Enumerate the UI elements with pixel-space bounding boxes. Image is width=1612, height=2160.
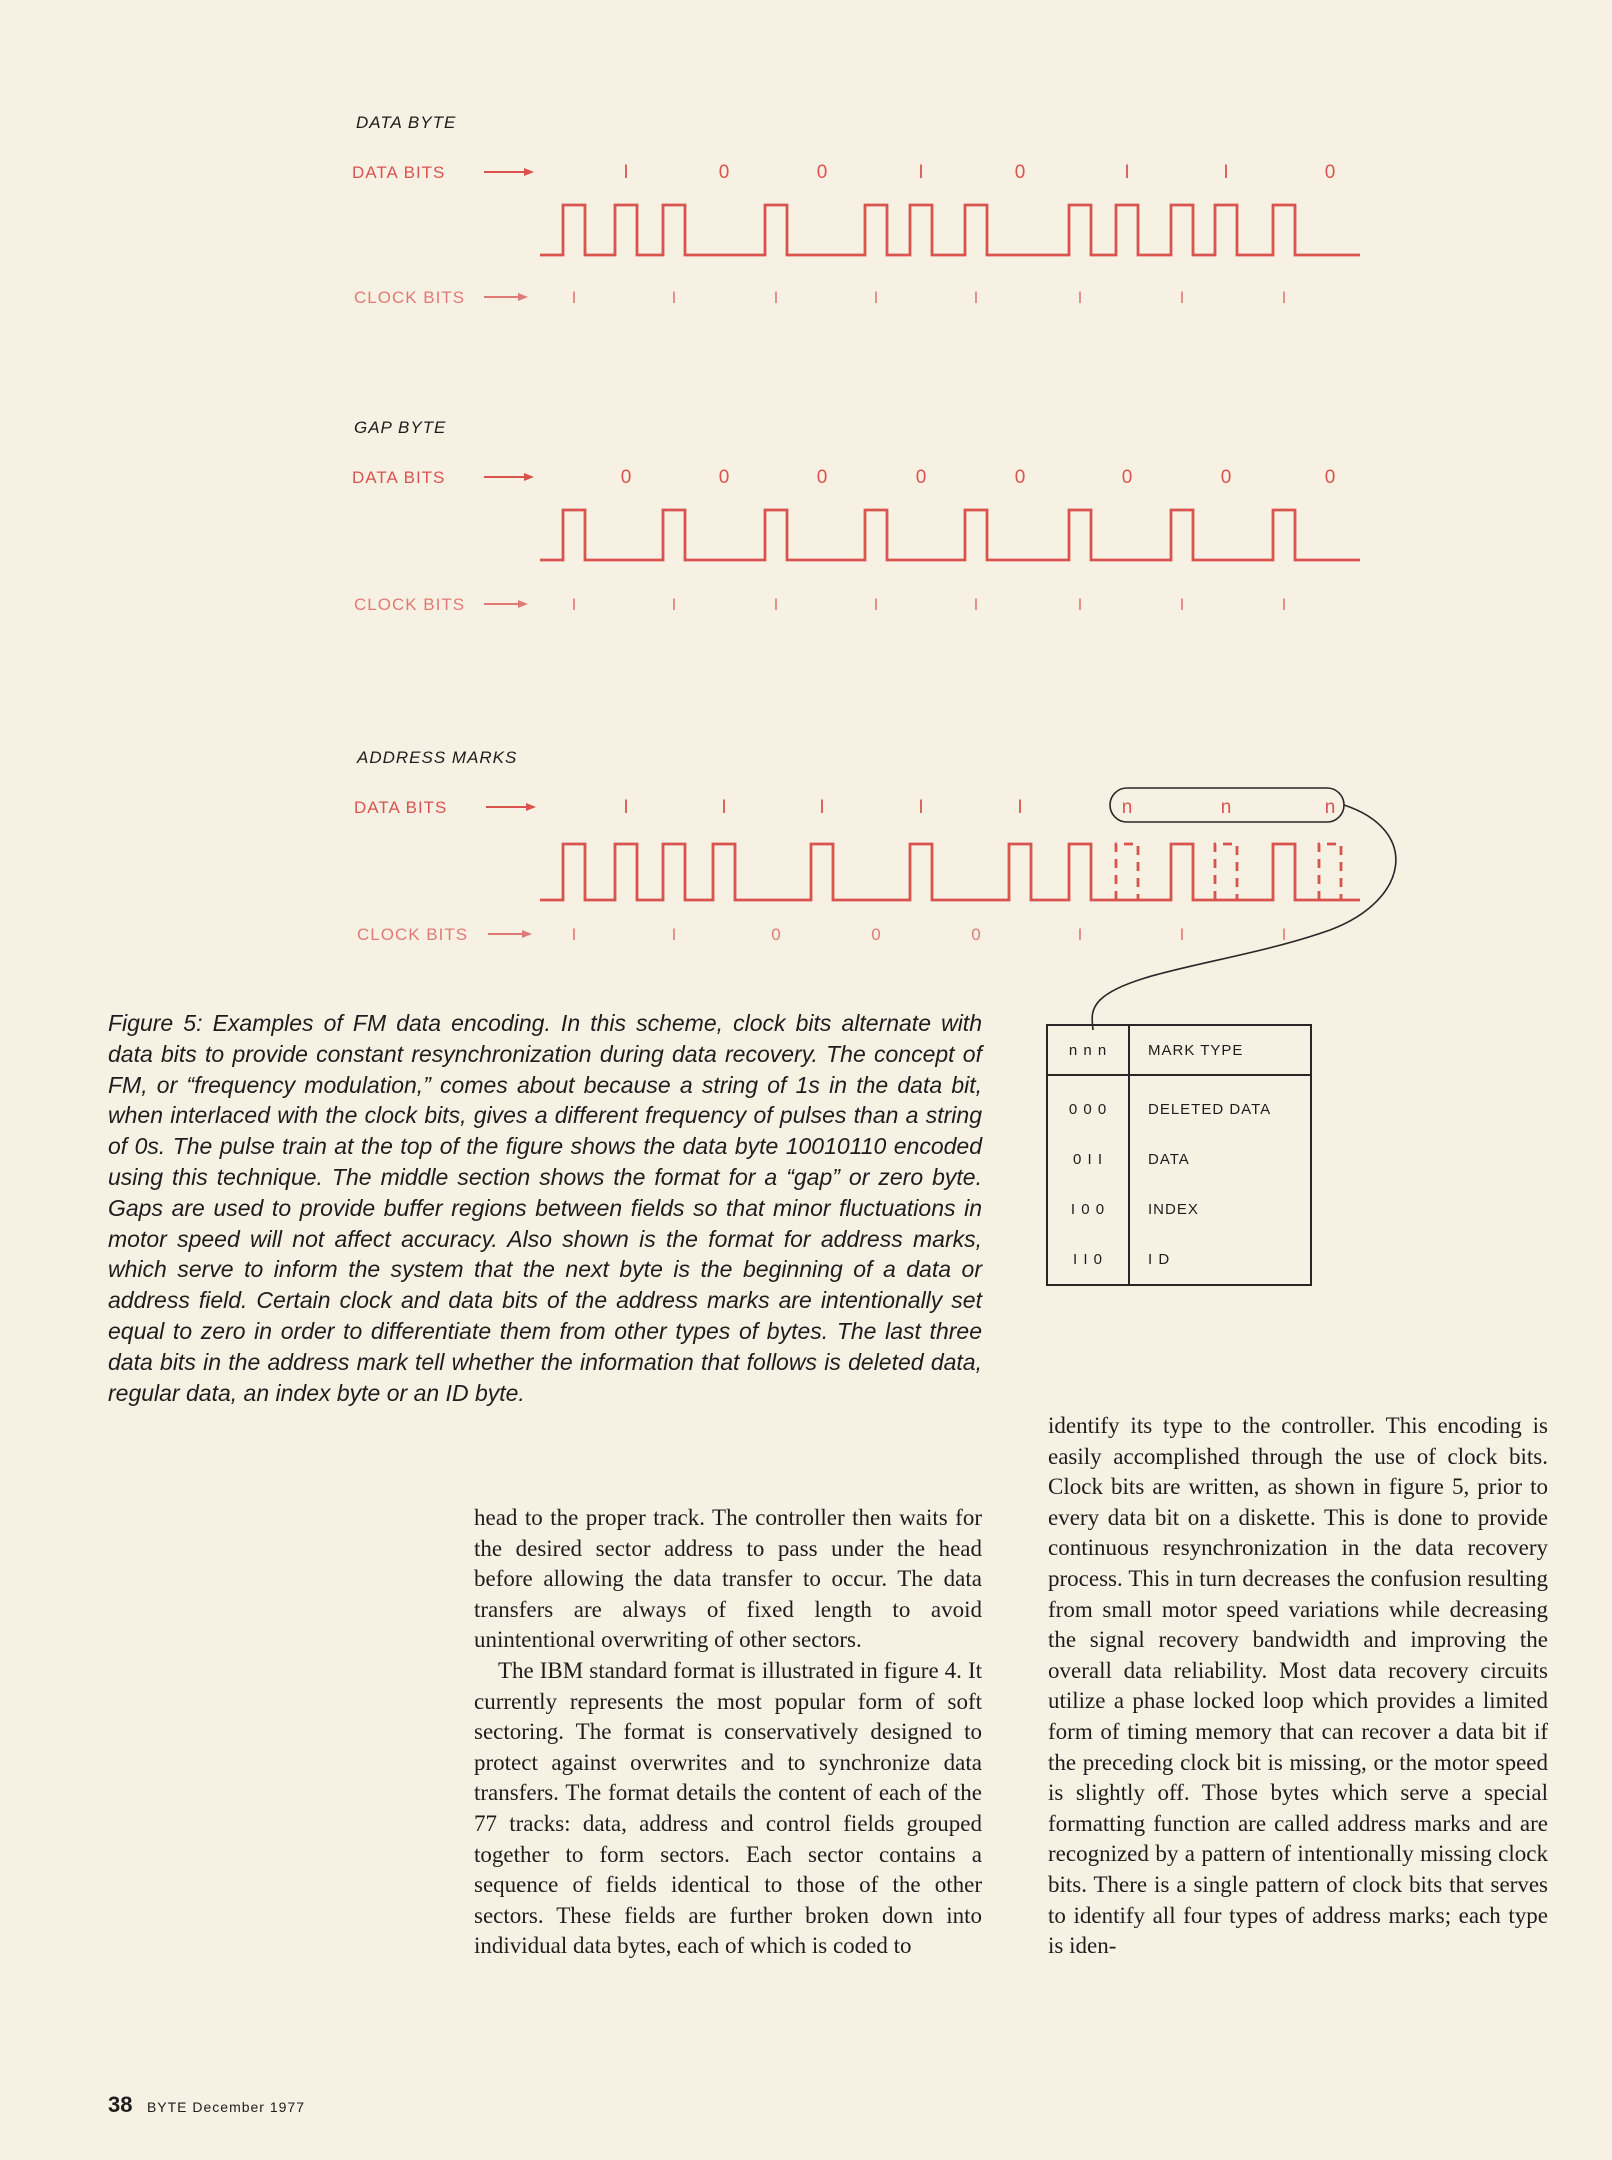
data-bit-value: 0 [718,162,730,183]
clock-bit-value: I [773,595,779,614]
figure-caption: Figure 5: Examples of FM data encoding. In this scheme, clock bits alternate with data bits to provide constant resynchronization during data recovery. The concept of FM, or “frequency modulation,” comes about because a string of 1s in the data bit, when interlaced with the clock bits, gives a different frequency of pulses than a string of 0s. The pulse train at the top of the figure shows the data byte 10010110 encoded using this technique. The middle section shows the format for a “gap” or zero byte. Gaps are used to provide buffer regions between fields so that minor fluctuations in motor speed will not affect accuracy. Also shown is the format for address marks, which serve to inform the system that the next byte is the beginning of a data or address field. Certain clock and data bits of the address marks are intentionally set equal to zero in order to differentiate them from other types of bytes. The last three data bits in the address mark tell whether the information that follows is deleted data, regular data, an index byte or an ID byte. [108,1010,982,1406]
arrow-head [518,293,528,301]
address-mark-type-table [1046,1024,1312,1286]
body-paragraph: head to the proper track. The controller then waits for the desired sector address to pass under the head before allowing the data transfer to occur. The data transfers are always of fixed length to avoid unintentional overwriting of other sectors. [474,1505,982,1653]
data-bit-value: I [623,797,629,818]
arrow-head [524,473,534,481]
data-bit-values [623,797,1335,818]
clock-bit-value: I [571,288,577,307]
table-cell-type: DELETED DATA [1148,1100,1272,1118]
clock-bit-value: I [1179,288,1185,307]
body-paragraph: identify its type to the controller. This encoding is easily accomplished through the use of clock bits. Clock bits are written, as shown in figure 5, prior to every data bit on a diskette. This is done to provide continuous resynchronization in the data recovery process. This in turn decreases the confusion resulting from small motor speed variations while decreasing the signal recovery bandwidth and improving the overall data reliability. Most data recovery circuits utilize a phase locked loop which provides a limited form of timing memory that can recover a data bit if the preceding clock bit is missing, or the motor speed is slightly off. Those bytes which serve a special formatting function are called address marks and are recognized by a pattern of intentionally missing clock bits. There is a single pattern of clock bits that serves to identify all four types of address marks; each type is iden- [1048,1413,1548,1959]
fm-pulse-train [540,510,1360,560]
table-cell-bits: 0 I I [1047,1134,1129,1184]
data-bit-value: I [1124,162,1130,183]
table-cell-bits: I 0 0 [1047,1184,1129,1234]
data-bit-value: n [1121,797,1133,818]
data-bits-label: DATA BITS [354,798,448,817]
clock-bit-value: I [1281,288,1287,307]
data-byte-section [352,113,1360,307]
data-bit-value: I [918,162,924,183]
clock-bit-values [572,288,1287,307]
clock-bit-value: I [873,595,879,614]
arrow-head [522,930,532,938]
clock-bit-value: I [973,595,979,614]
page-number: 38 [108,2092,133,2117]
connector-curve [1092,805,1396,1030]
clock-bit-value: I [1281,925,1287,944]
data-bit-value: I [623,162,629,183]
data-bit-value: 0 [816,162,828,183]
table-cell-type: INDEX [1148,1200,1199,1218]
clock-bit-value: I [671,595,677,614]
clock-bit-value: I [1077,925,1083,944]
table-row [1047,1134,1311,1184]
clock-bit-value: I [671,288,677,307]
data-bit-value: 0 [1324,467,1336,488]
clock-bit-value: 0 [771,925,781,944]
data-bit-value: 0 [915,467,927,488]
clock-bit-value: I [1077,288,1083,307]
data-bits-label: DATA BITS [352,163,446,182]
page-footer [108,2092,305,2118]
clock-bit-values [572,595,1287,614]
data-bit-values [623,162,1335,183]
data-bit-value: 0 [1014,162,1026,183]
table-header-type: MARK TYPE [1129,1025,1311,1075]
section-title: ADDRESS MARKS [357,748,518,767]
data-bit-value: I [1223,162,1229,183]
table-header-row [1047,1025,1311,1075]
data-bits-label: DATA BITS [352,468,446,487]
data-bit-value: 0 [620,467,632,488]
data-bit-value: 0 [1324,162,1336,183]
arrow-head [526,803,536,811]
table-header-bits: n n n [1047,1025,1129,1075]
clock-bit-value: I [973,288,979,307]
data-bit-value: I [819,797,825,818]
clock-bit-value: I [571,595,577,614]
data-bit-values [621,467,1336,488]
clock-bit-value: I [873,288,879,307]
clock-bit-value: I [1281,595,1287,614]
data-bit-value: 0 [718,467,730,488]
clock-bit-value: I [1179,925,1185,944]
clock-bits-label: CLOCK BITS [354,595,466,614]
body-column-middle [474,1503,982,1962]
clock-bit-value: I [1179,595,1185,614]
table-cell-type: I D [1148,1250,1171,1268]
clock-bit-value: I [571,925,577,944]
fm-pulse-train [540,205,1360,255]
publication-line: BYTE December 1977 [146,2099,306,2115]
table-row [1047,1234,1311,1285]
data-bit-value: 0 [816,467,828,488]
table-cell-bits: 0 0 0 [1047,1075,1129,1134]
table-row [1047,1075,1311,1134]
section-title: DATA BYTE [356,113,457,132]
data-bit-value: 0 [1014,467,1026,488]
section-title: GAP BYTE [354,418,447,437]
gap-byte-section [352,418,1360,614]
clock-bit-values [572,925,1287,944]
data-bit-value: 0 [1121,467,1133,488]
table-cell-type: DATA [1148,1150,1190,1168]
data-bit-value: n [1324,797,1336,818]
body-paragraph: The IBM standard format is illustrated in figure 4. It currently represents the most popular form of soft sectoring. The format is conservatively designed to protect against overwrites and to synchronize data transfers. The format details the content of each of the 77 tracks: data, address and control fields grouped together to form sectors. Each sector contains a sequence of fields identical to those of the other sectors. These fields are further broken down into individual data bytes, each of which is coded to [474,1657,982,1959]
clock-bits-label: CLOCK BITS [354,288,466,307]
fm-pulse-train-variable [1116,844,1341,900]
data-bit-value: I [1017,797,1023,818]
data-bit-value: n [1220,797,1232,818]
clock-bit-value: I [773,288,779,307]
table-row [1047,1184,1311,1234]
address-marks-section [354,748,1396,1030]
clock-bit-value: 0 [871,925,881,944]
clock-bit-value: I [1077,595,1083,614]
arrow-head [524,168,534,176]
clock-bit-value: I [671,925,677,944]
data-bit-value: I [918,797,924,818]
data-bit-value: I [721,797,727,818]
clock-bit-value: 0 [971,925,981,944]
data-bit-value: 0 [1220,467,1232,488]
arrow-head [518,600,528,608]
clock-bits-label: CLOCK BITS [357,925,469,944]
body-column-right [1048,1411,1548,1962]
table-cell-bits: I I 0 [1047,1234,1129,1285]
